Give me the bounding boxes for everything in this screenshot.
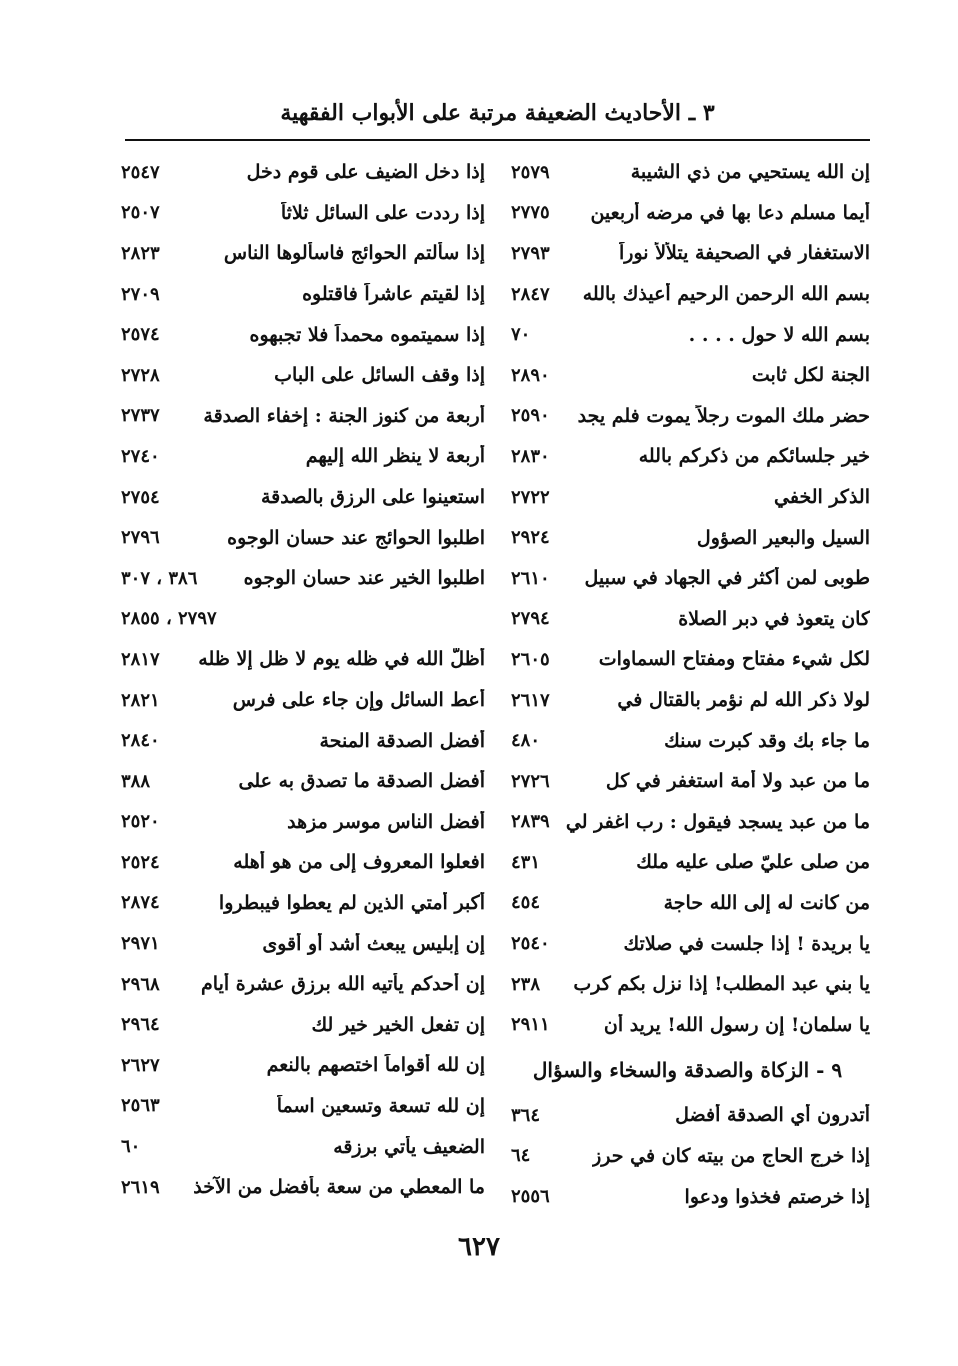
entry-text: السيل والبعير الصؤول [696,526,870,549]
entry-number: ٢٩٦٨ [121,973,160,995]
entry-number: ٢٨٣٠ [511,445,550,467]
page-number: ٦٢٧ [458,1232,500,1262]
entry-text: إذا خرصتم فخذوا ودعوا [684,1185,870,1208]
entry-number: ٢٦١٩ [121,1176,160,1198]
entry-text: الضعيف يأتي برزقه [333,1135,485,1158]
header-rule [125,139,870,141]
entry-number: ٢٧٩٦ [121,527,160,549]
index-entry [505,842,870,883]
index-entry [505,1095,870,1136]
entry-text: أيما مسلم دعا بها في مرضه أربعين [590,201,870,224]
entry-number: ٢٥٤٠ [511,933,550,955]
entry-number: ٢٨٢١ [121,689,160,711]
entry-text: الجنة لكل ثابت [751,364,870,387]
index-entry [115,314,485,355]
entry-number: ٢٥٦٣ [121,1095,160,1117]
entry-text: ما المعطي من سعة بأفضل من الآخذ [193,1176,485,1199]
index-entry [505,923,870,964]
entry-text: خير جلسائكم من ذكركم بالله [638,445,870,468]
index-entry [115,274,485,315]
entry-number: ٣٨٦ ، ٣٠٧ [121,567,198,589]
entry-number: ٢٨٤٧ [511,283,550,305]
entry-text: ما من عبد ولا أمة استغفر في كل [605,770,870,793]
entry-number: ٢٨١٧ [121,648,160,670]
index-entry [505,680,870,721]
entry-text: إذا سميتموه محمداً فلا تجبهوه [249,323,485,346]
entry-text: اطلبوا الحوائج عند حسان الوجوه [227,526,485,549]
entry-text: أفضل الصدقة المنحة [319,729,485,752]
index-entry [115,883,485,924]
index-entry [505,1176,870,1217]
entry-number: ٢٥٧٩ [511,161,550,183]
index-entry [505,274,870,315]
entry-text: أربعة من كنوز الجنة : إخفاء الصدقة [203,404,485,427]
entry-text: حضر ملك الموت رجلاً يموت فلم يجد [577,404,870,427]
entry-text: الاستغفار في الصحيفة يتلألأ نوراً [619,242,870,265]
entry-number: ٢٧٢٢ [511,486,550,508]
entry-number: ٢٩١١ [511,1014,550,1036]
entry-text: طوبى لمن أكثر في الجهاد في سبيل [584,567,870,590]
entry-text: إن إبليس يبعث أشد أو أقوى [262,932,485,955]
entry-text: من صلى عليّ صلى عليه ملك [636,851,870,874]
index-entry [115,761,485,802]
index-entry [115,233,485,274]
entry-text: اطلبوا الخير عند حسان الوجوه [243,567,485,590]
entry-number: ٢٧٩٣ [511,242,550,264]
index-entry [115,517,485,558]
index-entry [505,355,870,396]
entry-text: أتدرون أي الصدقة أفضل [675,1104,870,1127]
entry-number: ٢٧٢٨ [121,364,160,386]
index-entry [115,1045,485,1086]
entry-text: بسم الله لا حول . . . . [688,323,870,346]
index-entry [505,964,870,1005]
index-entry [115,152,485,193]
entry-number: ٣٦٤ [511,1104,541,1126]
entry-text: إن لله أقواماً اختصهم بالنعم [266,1054,485,1077]
index-entry [505,152,870,193]
left-column [115,152,485,1207]
index-entry [115,1167,485,1208]
entry-text: بسم الله الرحمن الرحيم أعيذك بالله [582,283,870,306]
entry-text: إذا وقف السائل على الباب [274,364,485,387]
entry-number: ٢٧٥٤ [121,486,160,508]
entry-number: ٣٨٨ [121,770,151,792]
index-entry [505,720,870,761]
entry-number: ٢٧٩٧ ، ٢٨٥٥ [121,608,217,630]
entry-text: أظلّ الله في ظله يوم لا ظل إلا ظله [198,648,485,671]
index-entry [505,477,870,518]
entry-text: إذا لقيتم عاشراً فاقتلوه [302,283,485,306]
entry-number: ٢٥٩٠ [511,405,550,427]
index-entry [115,964,485,1005]
entry-number: ٢٨٣٩ [511,811,550,833]
index-entry [505,761,870,802]
entry-number: ٢٥٥٦ [511,1186,550,1208]
entry-number: ٢٩٢٤ [511,527,550,549]
entry-number: ٢٧٠٩ [121,283,160,305]
entry-text: إذا سألتم الحوائج فاسألوها الناس [223,242,485,265]
entry-number: ٤٥٤ [511,892,541,914]
entry-number: ٢٥٧٤ [121,324,160,346]
entry-number: ٦٠ [121,1136,141,1158]
entry-number: ٧٠ [511,324,531,346]
entry-number: ٦٤ [511,1145,531,1167]
entry-number: ٢٩٦٤ [121,1014,160,1036]
index-entry [505,883,870,924]
entry-text: أفضل الناس موسر مزهد [287,810,485,833]
index-entry [115,558,485,599]
entry-text: الذكر الخفي [774,486,870,509]
entry-text: من كانت له إلى الله حاجة [663,891,870,914]
entry-text: أكبر أمتي الذين لم يعطوا فيبطروا [218,891,485,914]
index-entry [505,193,870,234]
entry-text: يا بني عبد المطلب! إذا نزل بكم كرب [573,973,870,996]
index-entry [115,1126,485,1167]
entry-number: ٢٥٠٧ [121,202,160,224]
index-entry [505,233,870,274]
index-entry [115,639,485,680]
entry-number: ٢٨٤٠ [121,730,160,752]
entry-number: ٢٥٢٤ [121,851,160,873]
index-entry [115,1086,485,1127]
entry-text: أفضل الصدقة ما تصدق به على [238,770,485,793]
section-title: ٩ - الزكاة والصدقة والسخاء والسؤال [532,1058,843,1083]
entry-number: ٢٨٧٤ [121,892,160,914]
index-entry [115,680,485,721]
index-entry [505,558,870,599]
entry-text: ما من عبد يسجد فيقول : رب اغفر لي [565,810,870,833]
index-entry [115,477,485,518]
entry-text: إذا دخل الضيف على قوم دخل [246,161,485,184]
index-entry [505,639,870,680]
index-entry [115,802,485,843]
entry-text: أربعة لا ينظر الله إليهم [305,445,485,468]
entry-number: ٤٣١ [511,851,541,873]
index-entry [505,396,870,437]
index-entry [505,599,870,640]
entry-number: ٢٧٤٠ [121,445,160,467]
index-entry [115,436,485,477]
index-entry [505,436,870,477]
entry-text: لكل شيء مفتاح ومفتاح السماوات [598,648,870,671]
entry-text: إن لله تسعة وتسعين اسماً [276,1094,485,1117]
index-entry [115,355,485,396]
entry-number: ٤٨٠ [511,730,541,752]
entry-number: ٢٧٢٦ [511,770,550,792]
entry-text: إن أحدكم يأتيه الله برزق عشرة أيام [201,973,485,996]
running-header: ٣ ـ الأحاديث الضعيفة مرتبة على الأبواب الفقهية [280,100,715,126]
entry-text: إن تفعل الخير خير لك [311,1013,485,1036]
entry-number: ٢٩٧١ [121,933,160,955]
entry-number: ٢٥٢٠ [121,811,160,833]
index-entry [115,599,485,640]
entry-number: ٢٨٢٣ [121,242,160,264]
entry-number: ٢٦٠٥ [511,648,550,670]
index-entry [505,802,870,843]
entry-text: إذا خرج الحاج من بيته كان في حرز [592,1144,870,1167]
entry-text: افعلوا المعروف إلى من هو أهله [233,851,485,874]
entry-text: لولا ذكر الله لم نؤمر بالقتال في [617,689,870,712]
entry-text: كان يتعوذ في دبر الصلاة [678,607,870,630]
entry-number: ٢٧٣٧ [121,405,160,427]
entry-text: إن الله يستحيي من ذي الشيبة [630,161,870,184]
entry-text: يا سلمان! إن رسول الله! يريد أن [603,1013,870,1036]
entry-number: ٢٣٨ [511,973,541,995]
entry-text: أعط السائل وإن جاء على فرس [232,689,485,712]
entry-number: ٢٥٤٧ [121,161,160,183]
entry-number: ٢٦١٠ [511,567,550,589]
entry-number: ٢٧٧٥ [511,202,550,224]
entry-text: يا بريدة ! إذا جلست في صلاتك [623,932,870,955]
entry-text: إذا رددت على السائل ثلاثاً [280,201,485,224]
entry-number: ٢٦١٧ [511,689,550,711]
index-entry [505,314,870,355]
index-entry [505,1004,870,1045]
entry-number: ٢٧٩٤ [511,608,550,630]
index-entry [115,396,485,437]
entry-number: ٢٦٢٧ [121,1054,160,1076]
entry-text: استعينوا على الرزق بالصدقة [260,486,485,509]
right-column [505,152,870,1217]
index-entry [115,923,485,964]
index-entry [505,517,870,558]
index-entry [505,1136,870,1177]
index-entry [115,1004,485,1045]
entry-text: ما جاء بك وقد كبرت سنك [664,729,870,752]
index-entry [115,842,485,883]
index-entry [115,193,485,234]
entry-number: ٢٨٩٠ [511,364,550,386]
index-entry [115,720,485,761]
